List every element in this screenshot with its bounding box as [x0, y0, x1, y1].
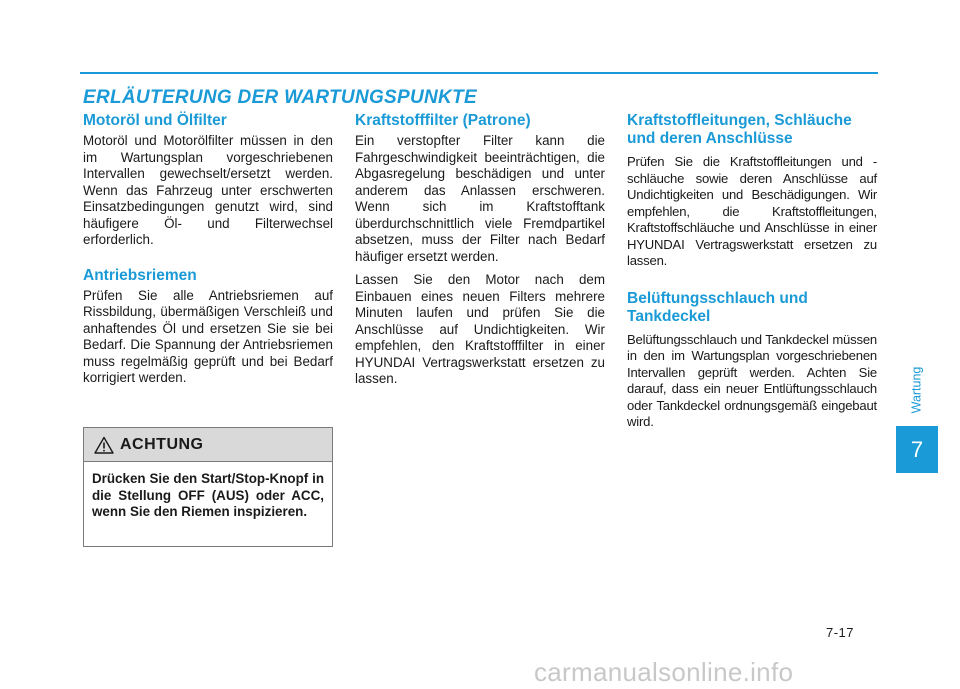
heading-antriebsriemen: Antriebsriemen	[83, 266, 197, 284]
chapter-name: Wartung	[909, 366, 923, 414]
top-rule	[80, 72, 878, 74]
heading-motoroel: Motoröl und Ölfilter	[83, 112, 227, 129]
paragraph-belueftungsschlauch: Belüftungsschlauch und Tankdeckel müssen in den im Wartungsplan vorgeschriebenen Intervallen geprüft werden. Achten Sie darauf, dass ein neuer Entlüftungsschlauch oder Tankdeckel ordnungsgemäß eingebaut wird.	[627, 331, 877, 429]
column-3	[627, 112, 877, 431]
warning-triangle-icon	[94, 436, 114, 454]
paragraph-antriebsriemen: Prüfen Sie alle Antriebsriemen auf Rissbildung, übermäßigen Verschleiß und anhaftendes Öl und ersetzen Sie sie bei Bedarf. Die Spannung der Antriebsriemen muss regelmäßig geprüft und bei Bedarf korrigiert werden.	[83, 287, 333, 385]
paragraph-kraftstofffilter-1: Ein verstopfter Filter kann die Fahrgeschwindigkeit beeinträchtigen, die Abgasregelung beschädigen und unter anderem das Anlassen erschweren. Wenn sich im Kraftstofftank überdurchschnittlich viele Fremdpartikel absetzen, muss der Filter nach Bedarf häufiger ersetzt werden.	[355, 133, 605, 264]
warning-text: Drücken Sie den Start/Stop-Knopf in die Stellung OFF (AUS) oder ACC, wenn Sie den Riemen inspizieren.	[92, 471, 324, 519]
heading-kraftstoffleitungen: Kraftstoffleitungen, Schläuche und deren Anschlüsse	[627, 112, 852, 147]
paragraph-motoroel: Motoröl und Motorölfilter müssen in den im Wartungsplan vorgeschriebenen Intervallen gewechselt/ersetzt werden. Wenn das Fahrzeug unter erschwerten Einsatzbedingungen genutzt wird, sind häufigere Öl- und Filterwechsel erforderlich.	[83, 133, 333, 247]
chapter-side-label	[893, 360, 939, 420]
warning-box	[83, 427, 333, 547]
watermark: carmanualsonline.info	[534, 657, 794, 687]
warning-label: ACHTUNG	[120, 435, 204, 453]
column-1	[83, 112, 333, 387]
paragraph-kraftstofffilter-2: Lassen Sie den Motor nach dem Einbauen eines neuen Filters mehrere Minuten laufen und prüfen Sie die Anschlüsse auf Undichtigkeiten. Wir empfehlen, den Kraftstofffilter in einer HYUNDAI Vertragswerkstatt ersetzen zu lassen.	[355, 272, 605, 386]
paragraph-kraftstoffleitungen: Prüfen Sie die Kraftstoffleitungen und -schläuche sowie deren Anschlüsse auf Undichtigkeiten und Beschädigungen. Wir empfehlen, die Kraftstoffleitungen, Kraftstoffschläuche und Anschlüsse in einer HYUNDAI Vertragswerkstatt ersetzen zu lassen.	[627, 154, 877, 268]
chapter-number-box	[896, 426, 938, 473]
section-title: ERLÄUTERUNG DER WARTUNGSPUNKTE	[83, 87, 477, 108]
chapter-number: 7	[910, 436, 924, 462]
page-number: 7-17	[826, 625, 855, 640]
column-2	[355, 112, 605, 388]
heading-kraftstofffilter: Kraftstofffilter (Patrone)	[355, 112, 531, 129]
warning-header	[84, 428, 332, 462]
heading-belueftungsschlauch: Belüftungsschlauch und Tankdeckel	[627, 289, 808, 325]
